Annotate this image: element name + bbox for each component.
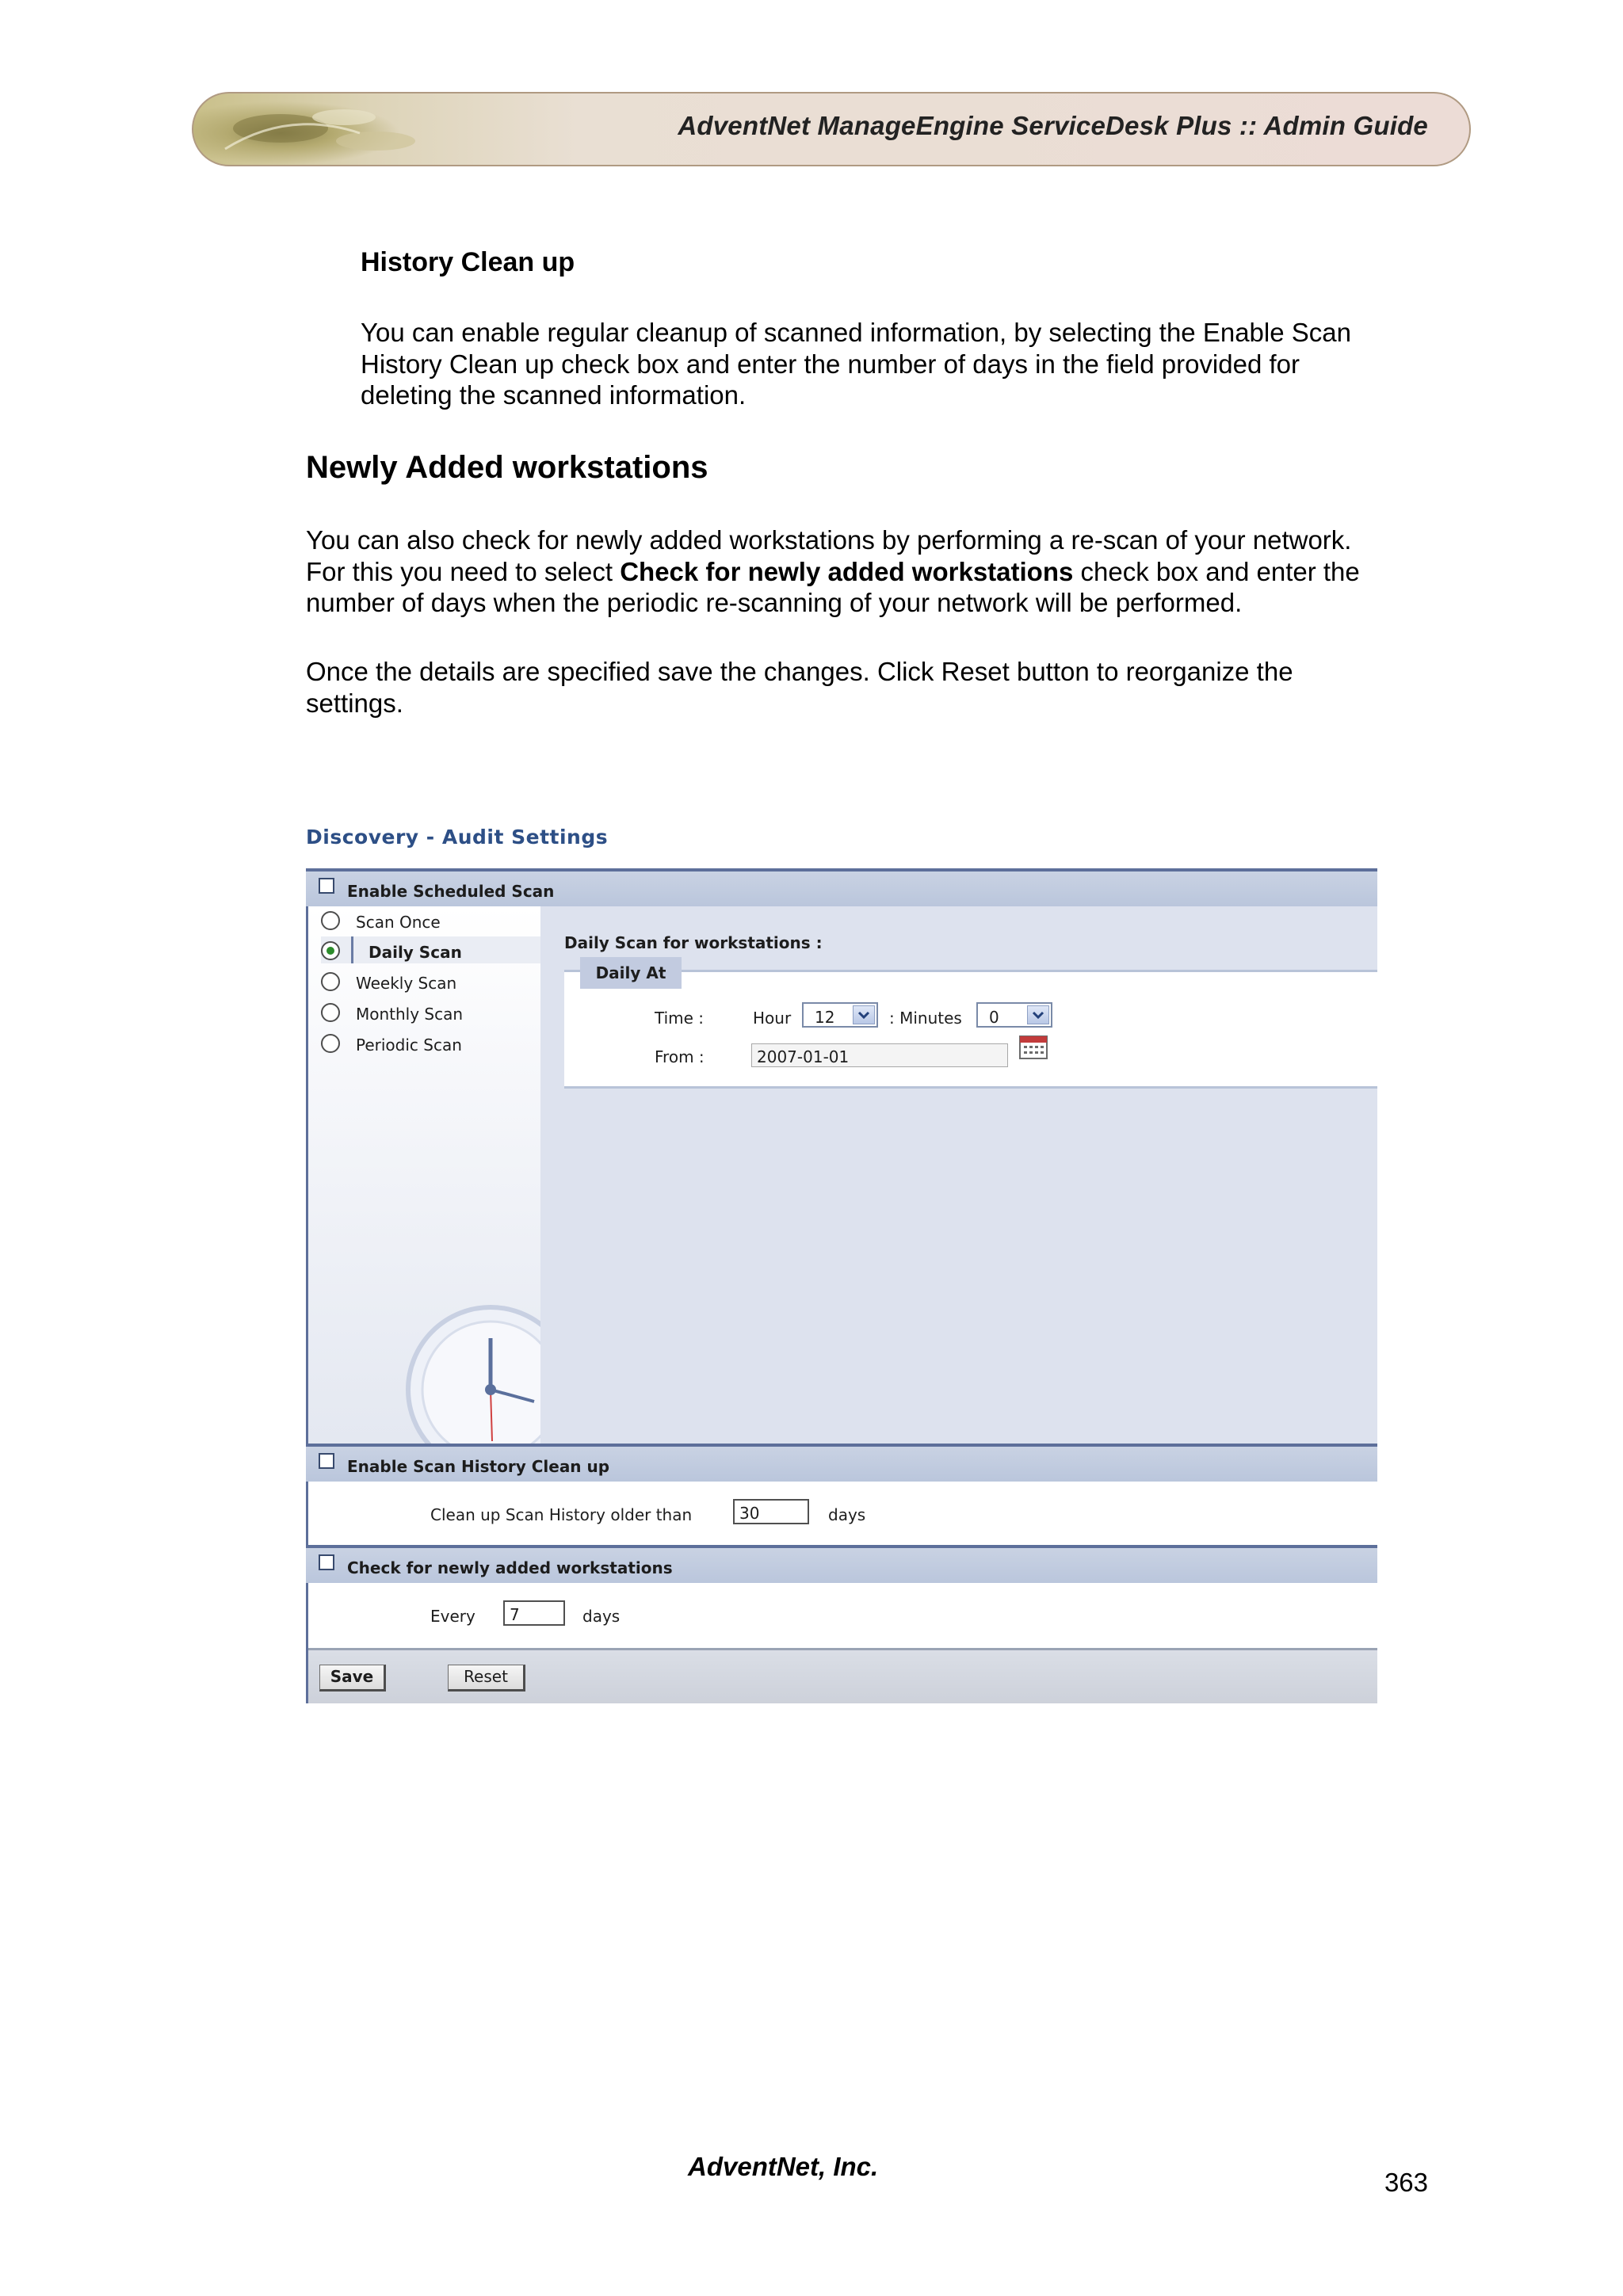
newly-added-line: For this you need to select Check for newly added workstations check box and enter the xyxy=(306,557,1360,586)
scan-option-label: Weekly Scan xyxy=(356,974,457,993)
every-days-input[interactable] xyxy=(503,1600,565,1626)
audit-settings-screenshot xyxy=(306,821,1377,1703)
daily-at-box xyxy=(564,970,1377,1089)
scan-type-sidebar xyxy=(308,906,540,1444)
save-button[interactable]: Save xyxy=(319,1665,386,1691)
newly-added-checkbox[interactable] xyxy=(319,1554,334,1570)
minutes-label: : Minutes xyxy=(889,1009,962,1028)
scan-option-label: Daily Scan xyxy=(369,943,462,962)
scan-option-daily-scan[interactable] xyxy=(321,936,540,963)
minutes-value: 0 xyxy=(989,1008,999,1027)
chevron-down-icon[interactable] xyxy=(1027,1005,1049,1024)
time-label: Time : xyxy=(655,1009,705,1028)
chevron-down-icon[interactable] xyxy=(853,1005,875,1024)
scan-option-weekly-scan[interactable] xyxy=(321,967,540,994)
every-days-value: 7 xyxy=(510,1605,520,1624)
banner-decoration xyxy=(193,93,455,166)
save-instructions-line: Once the details are specified save the changes. Click Reset button to reorganize the xyxy=(306,657,1293,686)
cleanup-days-value: 30 xyxy=(739,1504,760,1523)
minutes-select[interactable] xyxy=(976,1002,1052,1028)
radio-icon[interactable] xyxy=(321,972,340,991)
form-actions-bar xyxy=(308,1648,1377,1703)
radio-icon[interactable] xyxy=(321,1034,340,1053)
page-number: 363 xyxy=(1384,2168,1428,2197)
history-cleanup-checkbox[interactable] xyxy=(319,1453,334,1469)
hour-value: 12 xyxy=(815,1008,835,1027)
newly-added-bar xyxy=(306,1545,1377,1583)
from-date-input[interactable] xyxy=(751,1043,1008,1067)
scheduled-scan-checkbox[interactable] xyxy=(319,878,334,894)
save-instructions-line: settings. xyxy=(306,688,403,718)
scheduled-scan-label: Enable Scheduled Scan xyxy=(347,882,555,901)
history-cleanup-heading: History Clean up xyxy=(361,247,575,277)
scan-option-label: Scan Once xyxy=(356,913,441,932)
daily-at-tab[interactable]: Daily At xyxy=(580,957,682,989)
hour-select[interactable] xyxy=(802,1002,878,1028)
radio-icon[interactable] xyxy=(321,1003,340,1022)
daily-scan-title: Daily Scan for workstations : xyxy=(564,933,823,952)
company-footer: AdventNet, Inc. xyxy=(688,2152,879,2181)
scan-option-periodic-scan[interactable] xyxy=(321,1029,540,1056)
screenshot-title: Discovery - Audit Settings xyxy=(306,826,609,849)
cleanup-days-input[interactable] xyxy=(733,1499,809,1524)
history-cleanup-bar xyxy=(306,1444,1377,1482)
scan-option-scan-once[interactable] xyxy=(321,906,540,933)
radio-icon[interactable] xyxy=(321,941,340,960)
calendar-icon[interactable] xyxy=(1019,1035,1048,1059)
history-cleanup-line: deleting the scanned information. xyxy=(361,380,747,410)
hour-label: Hour xyxy=(753,1009,792,1028)
from-date-value: 2007-01-01 xyxy=(757,1047,850,1066)
newly-added-line: number of days when the periodic re-scanning of your network will be performed. xyxy=(306,588,1243,617)
cleanup-text: Clean up Scan History older than xyxy=(430,1505,693,1524)
guide-title: AdventNet ManageEngine ServiceDesk Plus :: Admin Guide xyxy=(678,111,1428,140)
scan-option-label: Periodic Scan xyxy=(356,1035,462,1055)
history-cleanup-line: History Clean up check box and enter the number of days in the field provided for xyxy=(361,349,1300,379)
days-label: days xyxy=(582,1607,621,1626)
every-label: Every xyxy=(430,1607,475,1626)
reset-button[interactable]: Reset xyxy=(448,1665,525,1691)
clock-icon xyxy=(403,1302,540,1444)
newly-added-heading: Newly Added workstations xyxy=(306,450,708,485)
schedule-detail-panel xyxy=(540,906,1377,1444)
newly-added-row xyxy=(308,1583,1377,1648)
newly-added-label: Check for newly added workstations xyxy=(347,1558,673,1577)
history-cleanup-label: Enable Scan History Clean up xyxy=(347,1457,610,1476)
header-banner xyxy=(192,92,1471,166)
from-label: From : xyxy=(655,1047,705,1066)
history-cleanup-row xyxy=(308,1482,1377,1545)
scheduled-scan-bar xyxy=(306,868,1377,906)
days-label: days xyxy=(828,1505,866,1524)
radio-icon[interactable] xyxy=(321,911,340,930)
history-cleanup-line: You can enable regular cleanup of scanned information, by selecting the Enable Scan xyxy=(361,318,1351,347)
newly-added-line: You can also check for newly added workstations by performing a re-scan of your network. xyxy=(306,525,1352,555)
scan-option-label: Monthly Scan xyxy=(356,1005,464,1024)
scan-option-monthly-scan[interactable] xyxy=(321,998,540,1025)
selection-marker xyxy=(351,936,353,963)
